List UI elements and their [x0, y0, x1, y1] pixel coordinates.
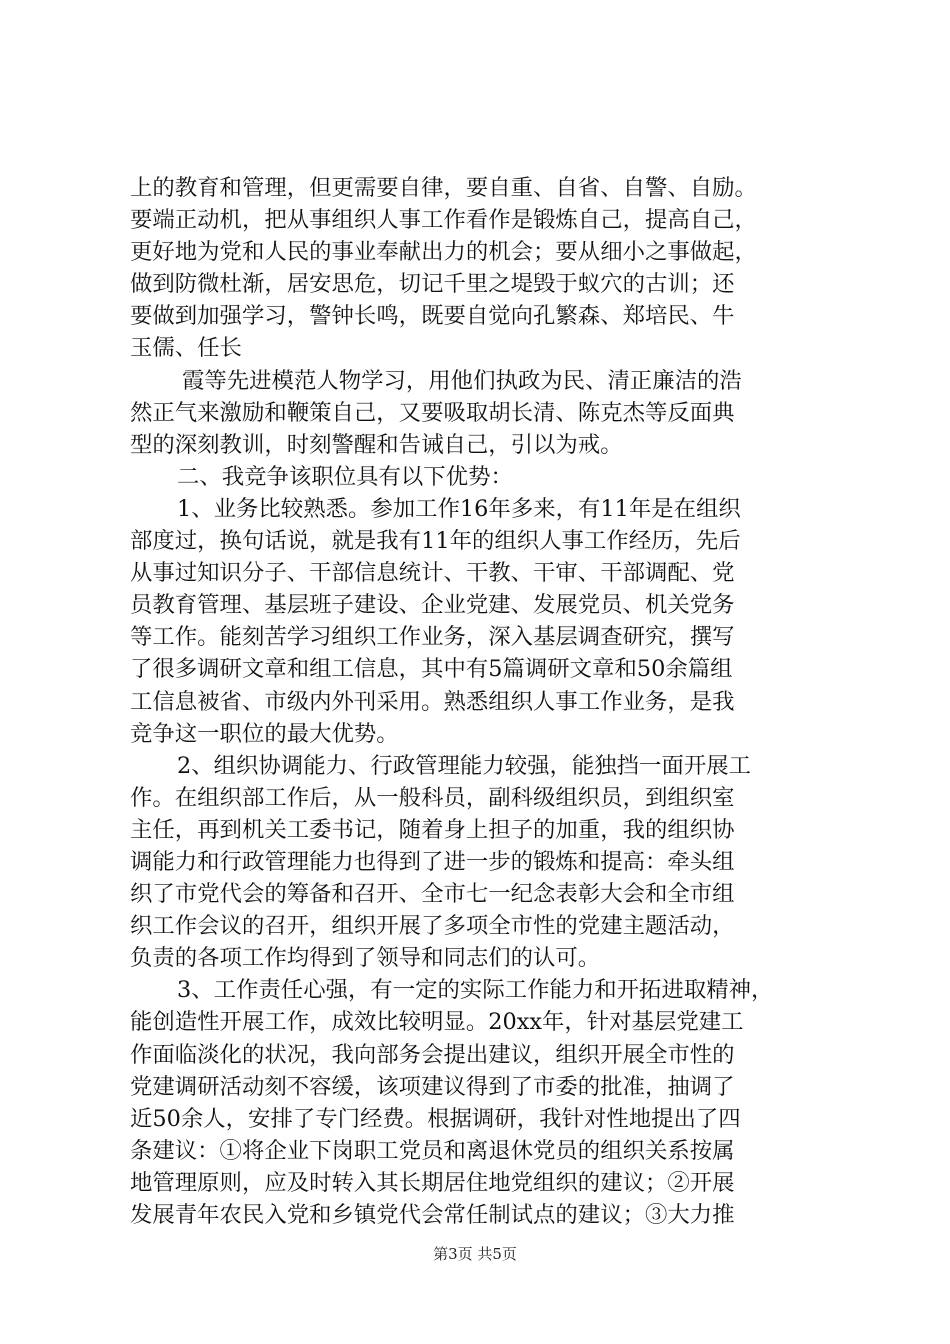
text-line: 上的教育和管理，但更需要自律，要自重、自省、自警、自励。: [130, 175, 757, 201]
text-line: 2、组织协调能力、行政管理能力较强，能独挡一面开展工: [177, 752, 752, 779]
text-line: 作。在组织部工作后，从一般科员，副科级组织员，到组织室: [130, 784, 735, 811]
text-line: 能创造性开展工作，成效比较明显。20xx年，针对基层党建工: [130, 1009, 744, 1036]
text-line: 玉儒、任长: [130, 335, 242, 362]
text-line: 要端正动机，把从事组织人事工作看作是锻炼自己，提高自己，: [130, 207, 757, 234]
text-line: 地管理原则，应及时转入其长期居住地党组织的建议；②开展: [130, 1169, 735, 1196]
text-line: 要做到加强学习，警钟长鸣，既要自觉向孔繁森、郑培民、牛: [130, 303, 735, 330]
text-line: 调能力和行政管理能力也得到了进一步的锻炼和提高：牵头组: [130, 848, 735, 875]
text-line: 竞争这一职位的最大优势。: [130, 720, 399, 747]
section-heading: 二、我竞争该职位具有以下优势：: [177, 463, 513, 490]
text-line: 主任，再到机关工委书记，随着身上担子的加重，我的组织协: [130, 816, 735, 843]
text-line: 作面临淡化的状况，我向部务会提出建议，组织开展全市性的: [130, 1041, 735, 1068]
text-line: 1、业务比较熟悉。参加工作16年多来，有11年是在组织: [177, 495, 741, 522]
page-footer: 第3页 共5页: [433, 1245, 517, 1263]
text-line: 员教育管理、基层班子建设、企业党建、发展党员、机关党务: [130, 592, 735, 619]
text-line: 霞等先进模范人物学习，用他们执政为民、清正廉洁的浩: [182, 367, 742, 394]
text-line: 近50余人，安排了专门经费。根据调研，我针对性地提出了四: [130, 1105, 741, 1132]
text-line: 织了市党代会的筹备和召开、全市七一纪念表彰大会和全市组: [130, 881, 735, 908]
text-line: 做到防微杜渐，居安思危，切记千里之堤毁于蚁穴的古训；还: [130, 271, 735, 298]
document-body: [130, 172, 842, 1231]
text-line: 然正气来激励和鞭策自己，又要吸取胡长清、陈克杰等反面典: [130, 399, 735, 426]
text-line: 织工作会议的召开，组织开展了多项全市性的党建主题活动，: [130, 913, 735, 940]
text-line: 从事过知识分子、干部信息统计、干教、干审、干部调配、党: [130, 560, 735, 587]
text-line: 3、工作责任心强，有一定的实际工作能力和开拓进取精神，: [177, 977, 774, 1004]
text-line: 工信息被省、市级内外刊采用。熟悉组织人事工作业务，是我: [130, 688, 735, 715]
text-line: 发展青年农民入党和乡镇党代会常任制试点的建议；③大力推: [130, 1202, 735, 1228]
text-line: 更好地为党和人民的事业奉献出力的机会；要从细小之事做起，: [130, 239, 757, 266]
text-line: 党建调研活动刻不容缓，该项建议得到了市委的批准，抽调了: [130, 1073, 735, 1100]
text-line: 型的深刻教训，时刻警醒和告诫自己，引以为戒。: [130, 431, 623, 458]
text-line: 条建议：①将企业下岗职工党员和离退休党员的组织关系按属: [130, 1137, 735, 1164]
text-line: 了很多调研文章和组工信息，其中有5篇调研文章和50余篇组: [130, 656, 733, 683]
text-line: 部度过，换句话说，就是我有11年的组织人事工作经历，先后: [130, 528, 741, 555]
text-line: 等工作。能刻苦学习组织工作业务，深入基层调查研究，撰写: [130, 624, 735, 651]
text-line: 负责的各项工作均得到了领导和同志们的认可。: [130, 945, 601, 972]
